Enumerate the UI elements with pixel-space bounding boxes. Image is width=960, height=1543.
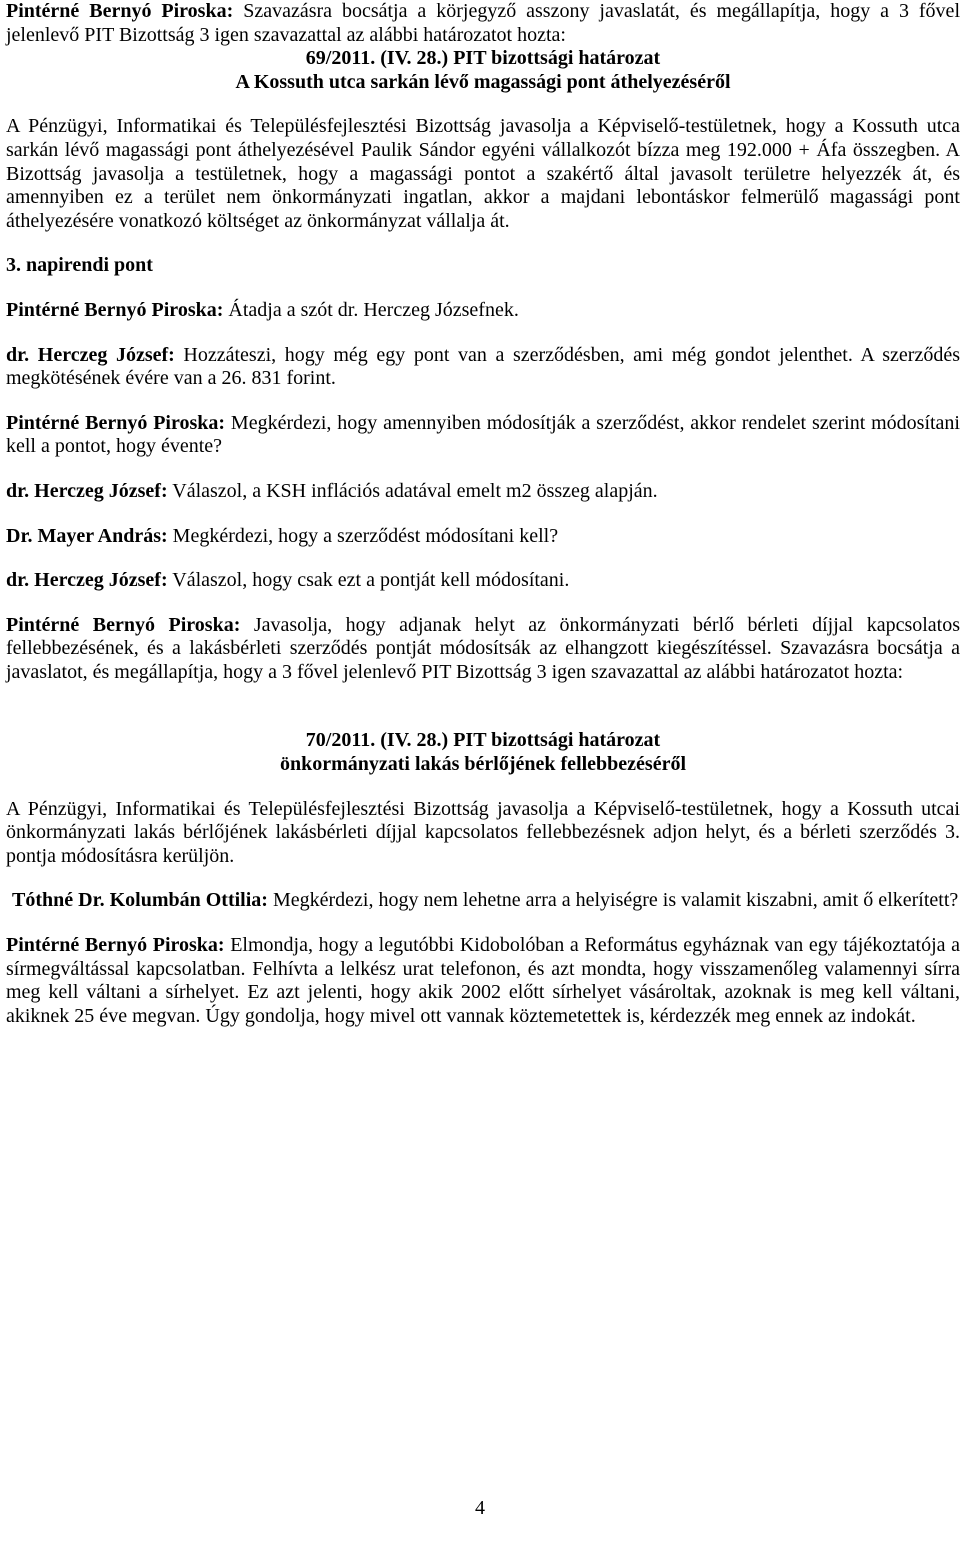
speaker-name: dr. Herczeg József:: [6, 569, 168, 592]
paragraph-6: [6, 480, 960, 504]
resolution-title-text: A Kossuth utca sarkán lévő magassági pont áthelyezéséről: [235, 70, 731, 93]
resolution-number: [6, 47, 960, 71]
speaker-name: Pintérné Bernyó Piroska:: [6, 613, 241, 636]
speaker-name: Tóthné Dr. Kolumbán Ottilia:: [12, 889, 268, 912]
speaker-name: dr. Herczeg József:: [6, 343, 175, 366]
paragraph-text: Megkérdezi, hogy a szerződést módosítani kell?: [167, 524, 559, 547]
resolution-number: [6, 729, 960, 753]
resolution-number-text: 70/2011. (IV. 28.) PIT bizottsági határozat: [305, 729, 661, 752]
paragraph-7: [6, 525, 960, 549]
speaker-name: Dr. Mayer András:: [6, 524, 168, 547]
resolution-title: [6, 71, 960, 95]
paragraph-text: Javasolja, hogy adjanak helyt az önkormányzati bérlő bérleti díjjal kapcsolatos fellebbezésének, és a lakásbérleti szerződés pontját módosítsák az elhangzott kiegészítéssel. Szavazásra bocsátja a javaslatot, és megállapítja, hogy a 3 fővel jelenlevő PIT Bizottság 3 igen szavazattal az alábbi határozatot hozta:: [6, 613, 960, 683]
paragraph-8: [6, 569, 960, 593]
speaker-name: Pintérné Bernyó Piroska:: [6, 298, 224, 321]
resolution-title-text: önkormányzati lakás bérlőjének fellebbezéséről: [279, 753, 687, 776]
paragraph-2: A Pénzügyi, Informatikai és Településfejlesztési Bizottság javasolja a Képviselő-testületnek, hogy a Kossuth utca sarkán lévő magassági pont áthelyezésével Paulik Sándor egyéni vállalkozót bízza meg 192.000 + Áfa összegben. A Bizottság javasolja a testületnek, hogy a magassági pontot a szakértő által javasolt területre helyezzék át, és amennyiben ez a terület nem önkormányzati ingatlan, akkor a majdani lebontáskor felmerülő magassági pont áthelyezésére vonatkozó költséget az önkormányzat vállalja át.: [6, 115, 960, 232]
paragraph-3: [6, 299, 960, 323]
paragraph-text: Hozzáteszi, hogy még egy pont van a szerződésben, ami még gondot jelenthet. A szerződés megkötésének évére van a 26. 831 forint.: [6, 343, 960, 390]
paragraph-text: Elmondja, hogy a legutóbbi Kidobolóban a Református egyháznak van egy tájékoztatója a sírmegváltással kapcsolatban. Felhívta a lelkész urat telefonon, és azt mondta, hogy visszamenőleg valamennyi sírra meg kell váltani a sírhelyet. Ez azt jelenti, hogy akik 2002 előtt sírhelyet vásároltak, azoknak is meg kell váltani, akiknek 25 éve megvan. Úgy gondolja, hogy mivel ott vannak köztemetettek is, kérdezzék meg ennek az indokát.: [6, 934, 960, 1027]
agenda-heading-text: 3. napirendi pont: [6, 254, 153, 277]
paragraph-1: [6, 0, 960, 47]
paragraph-text: Megkérdezi, hogy nem lehetne arra a helyiségre is valamit kiszabni, amit ő elkerített?: [267, 889, 959, 912]
paragraph-11: [6, 889, 960, 913]
paragraph-text: Átadja a szót dr. Herczeg Józsefnek.: [223, 298, 519, 321]
paragraph-text: Válaszol, hogy csak ezt a pontját kell módosítani.: [167, 569, 570, 592]
speaker-name: Pintérné Bernyó Piroska:: [6, 411, 226, 434]
paragraph-text: Szavazásra bocsátja a körjegyző asszony javaslatát, és megállapítja, hogy a 3 fővel jelenlevő PIT Bizottság 3 igen szavazattal az alábbi határozatot hozta:: [6, 0, 960, 46]
paragraph-10: A Pénzügyi, Informatikai és Településfejlesztési Bizottság javasolja a Képviselő-testületnek, hogy a Kossuth utcai önkormányzati lakás bérlőjének lakásbérleti díjjal kapcsolatos fellebbezésnek adjon helyt, és a bérleti szerződés 3. pontja módosításra kerüljön.: [6, 797, 960, 867]
paragraph-9: [6, 614, 960, 685]
speaker-name: Pintérné Bernyó Piroska:: [6, 0, 234, 22]
page-number: 4: [475, 1497, 485, 1519]
paragraph-text: Megkérdezi, hogy amennyiben módosítják a szerződést, akkor rendelet szerint módosítani kell a pontot, hogy évente?: [6, 411, 960, 458]
speaker-name: dr. Herczeg József:: [6, 479, 168, 502]
speaker-name: Pintérné Bernyó Piroska:: [6, 934, 225, 957]
paragraph-text: Válaszol, a KSH inflációs adatával emelt m2 összeg alapján.: [167, 479, 658, 502]
paragraph-12: [6, 934, 960, 1028]
resolution-title: [6, 753, 960, 777]
document-page: [6, 0, 960, 1028]
paragraph-4: [6, 344, 960, 391]
paragraph-5: [6, 412, 960, 459]
resolution-number-text: 69/2011. (IV. 28.) PIT bizottsági határozat: [305, 47, 661, 70]
agenda-heading: [6, 254, 960, 278]
